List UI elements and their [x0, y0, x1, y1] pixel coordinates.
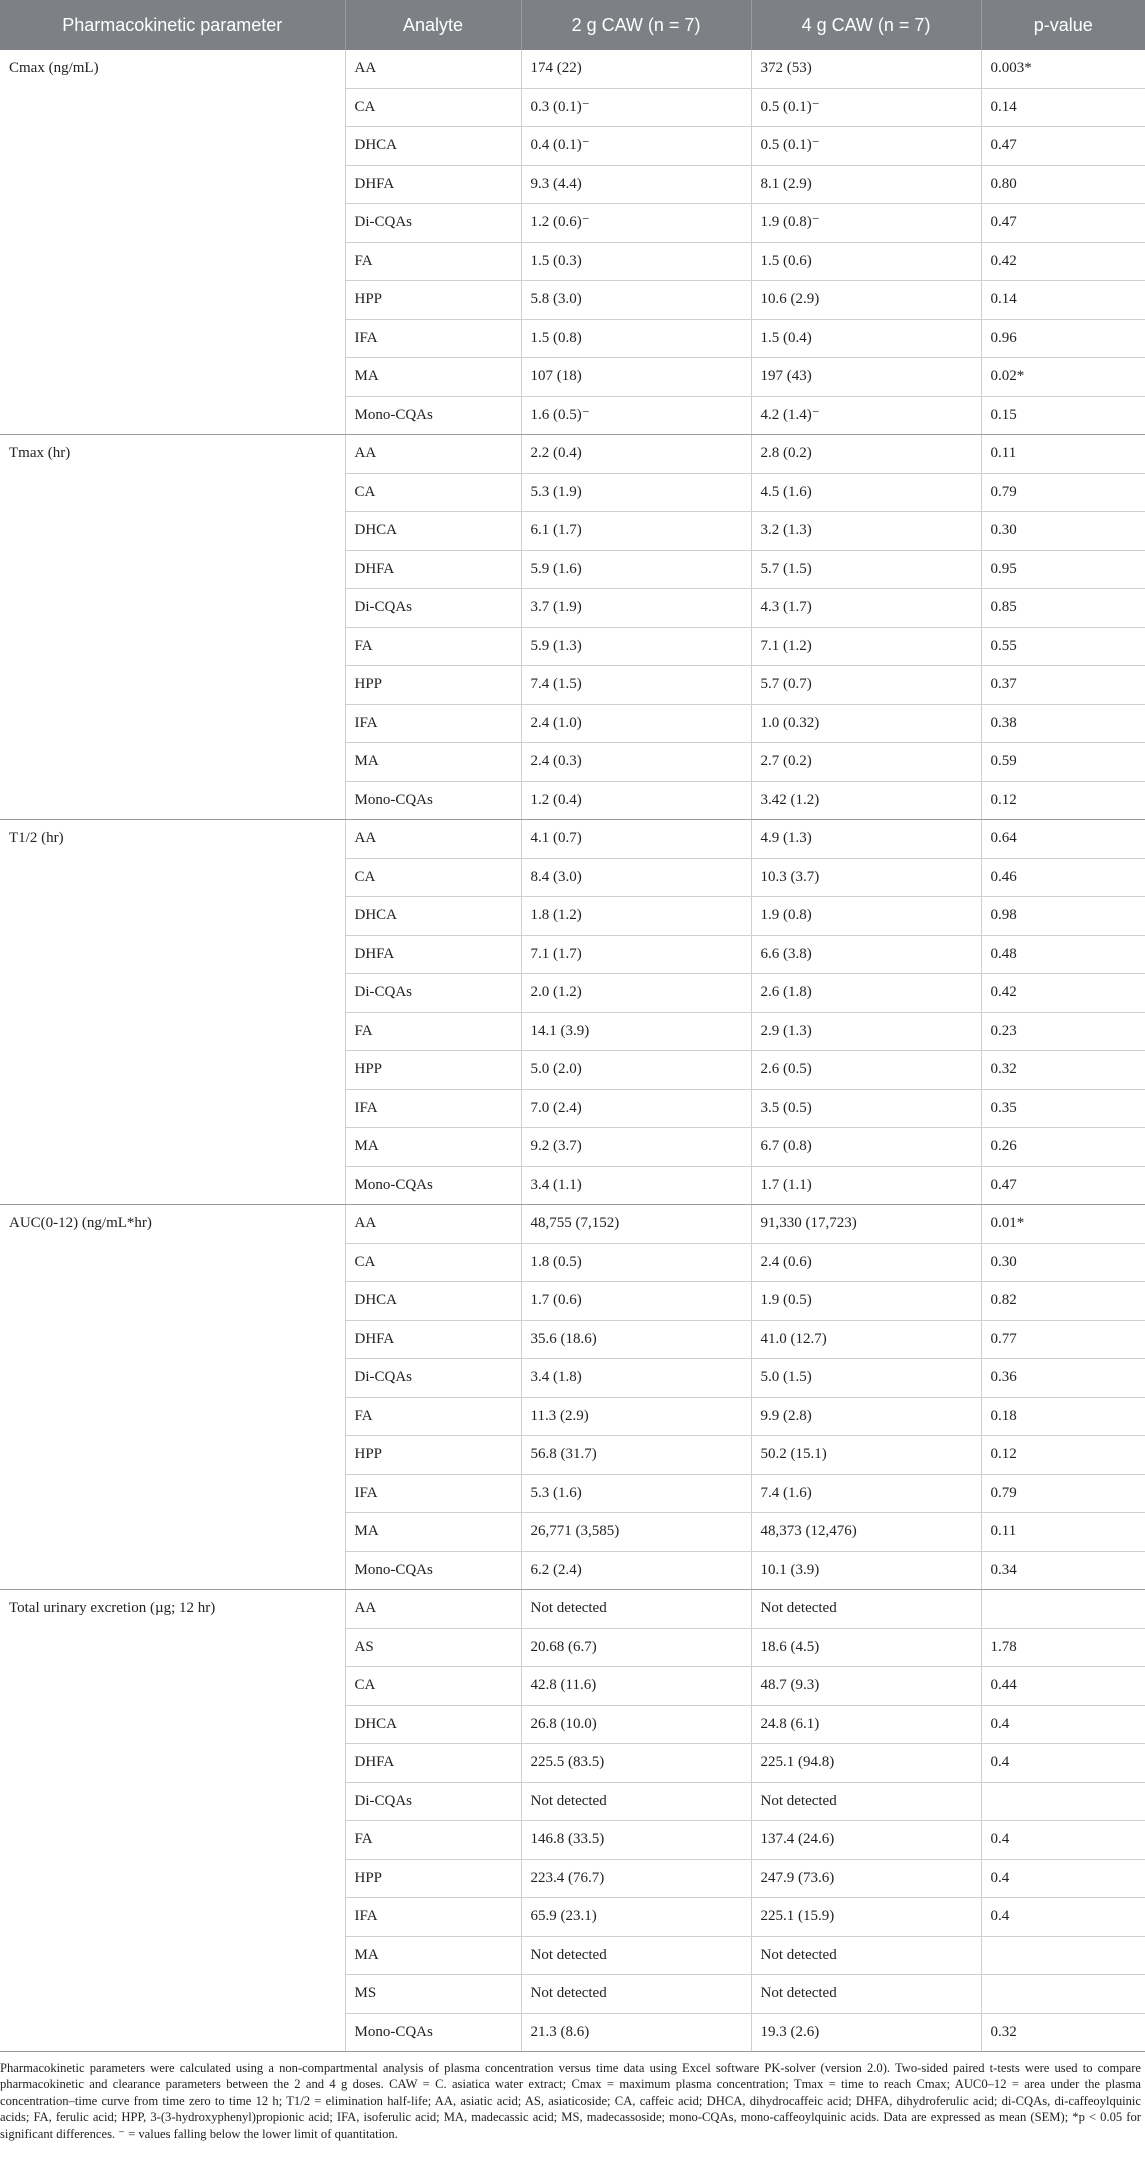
dose-4g-cell: 7.4 (1.6): [751, 1474, 981, 1513]
p-value-cell: [981, 1782, 1145, 1821]
analyte-cell: DHCA: [345, 1705, 521, 1744]
p-value-cell: 0.12: [981, 1436, 1145, 1475]
analyte-cell: IFA: [345, 1089, 521, 1128]
analyte-cell: DHCA: [345, 127, 521, 166]
dose-4g-cell: 4.3 (1.7): [751, 589, 981, 628]
dose-2g-cell: 48,755 (7,152): [521, 1205, 751, 1244]
dose-4g-cell: 48,373 (12,476): [751, 1513, 981, 1552]
analyte-cell: FA: [345, 1397, 521, 1436]
dose-2g-cell: 11.3 (2.9): [521, 1397, 751, 1436]
dose-2g-cell: 3.4 (1.1): [521, 1166, 751, 1205]
dose-4g-cell: 1.0 (0.32): [751, 704, 981, 743]
analyte-cell: IFA: [345, 319, 521, 358]
dose-2g-cell: 6.1 (1.7): [521, 512, 751, 551]
analyte-cell: Mono-CQAs: [345, 781, 521, 820]
p-value-cell: 0.01*: [981, 1205, 1145, 1244]
p-value-cell: 0.35: [981, 1089, 1145, 1128]
dose-4g-cell: 4.5 (1.6): [751, 473, 981, 512]
p-value-cell: 0.30: [981, 512, 1145, 551]
dose-2g-cell: 5.0 (2.0): [521, 1051, 751, 1090]
dose-4g-cell: 3.42 (1.2): [751, 781, 981, 820]
dose-2g-cell: 0.3 (0.1)⁻: [521, 88, 751, 127]
dose-4g-cell: 3.5 (0.5): [751, 1089, 981, 1128]
dose-4g-cell: 372 (53): [751, 50, 981, 88]
p-value-cell: 0.59: [981, 743, 1145, 782]
dose-2g-cell: 5.3 (1.6): [521, 1474, 751, 1513]
analyte-cell: HPP: [345, 666, 521, 705]
dose-2g-cell: Not detected: [521, 1975, 751, 2014]
table-row: [0, 435, 1145, 474]
dose-4g-cell: 225.1 (15.9): [751, 1898, 981, 1937]
p-value-cell: 0.15: [981, 396, 1145, 435]
dose-2g-cell: 1.2 (0.6)⁻: [521, 204, 751, 243]
p-value-cell: 0.37: [981, 666, 1145, 705]
dose-4g-cell: 10.3 (3.7): [751, 858, 981, 897]
analyte-cell: HPP: [345, 281, 521, 320]
pk-parameter-cell: Tmax (hr): [0, 435, 345, 820]
dose-2g-cell: 9.2 (3.7): [521, 1128, 751, 1167]
dose-2g-cell: 107 (18): [521, 358, 751, 397]
p-value-cell: 0.79: [981, 1474, 1145, 1513]
header-analyte: Analyte: [345, 0, 521, 50]
dose-4g-cell: 5.0 (1.5): [751, 1359, 981, 1398]
analyte-cell: FA: [345, 1012, 521, 1051]
p-value-cell: [981, 1975, 1145, 2014]
analyte-cell: DHFA: [345, 1320, 521, 1359]
analyte-cell: MA: [345, 1128, 521, 1167]
dose-4g-cell: 1.5 (0.6): [751, 242, 981, 281]
analyte-cell: CA: [345, 88, 521, 127]
dose-2g-cell: 21.3 (8.6): [521, 2013, 751, 2052]
dose-2g-cell: 2.4 (1.0): [521, 704, 751, 743]
analyte-cell: DHFA: [345, 1744, 521, 1783]
dose-2g-cell: 2.0 (1.2): [521, 974, 751, 1013]
dose-4g-cell: 24.8 (6.1): [751, 1705, 981, 1744]
dose-2g-cell: 225.5 (83.5): [521, 1744, 751, 1783]
table-header-row: [0, 0, 1145, 50]
dose-2g-cell: 1.2 (0.4): [521, 781, 751, 820]
dose-2g-cell: 1.5 (0.3): [521, 242, 751, 281]
analyte-cell: DHCA: [345, 897, 521, 936]
pk-parameter-cell: AUC(0-12) (ng/mL*hr): [0, 1205, 345, 1590]
dose-4g-cell: 2.7 (0.2): [751, 743, 981, 782]
dose-2g-cell: 8.4 (3.0): [521, 858, 751, 897]
p-value-cell: 0.4: [981, 1859, 1145, 1898]
p-value-cell: [981, 1936, 1145, 1975]
analyte-cell: Di-CQAs: [345, 589, 521, 628]
p-value-cell: 0.42: [981, 974, 1145, 1013]
analyte-cell: AA: [345, 820, 521, 859]
analyte-cell: IFA: [345, 704, 521, 743]
p-value-cell: 0.47: [981, 204, 1145, 243]
table-row: [0, 1205, 1145, 1244]
dose-4g-cell: 247.9 (73.6): [751, 1859, 981, 1898]
p-value-cell: 0.55: [981, 627, 1145, 666]
dose-2g-cell: 1.8 (0.5): [521, 1243, 751, 1282]
analyte-cell: Mono-CQAs: [345, 1166, 521, 1205]
dose-4g-cell: 10.1 (3.9): [751, 1551, 981, 1590]
analyte-cell: CA: [345, 858, 521, 897]
dose-4g-cell: 48.7 (9.3): [751, 1667, 981, 1706]
p-value-cell: [981, 1590, 1145, 1629]
p-value-cell: 0.64: [981, 820, 1145, 859]
analyte-cell: CA: [345, 1243, 521, 1282]
dose-2g-cell: 223.4 (76.7): [521, 1859, 751, 1898]
dose-4g-cell: 2.6 (0.5): [751, 1051, 981, 1090]
p-value-cell: 0.11: [981, 435, 1145, 474]
p-value-cell: 0.42: [981, 242, 1145, 281]
dose-2g-cell: 3.4 (1.8): [521, 1359, 751, 1398]
p-value-cell: 0.82: [981, 1282, 1145, 1321]
header-pk-parameter: Pharmacokinetic parameter: [0, 0, 345, 50]
pk-parameter-cell: Total urinary excretion (µg; 12 hr): [0, 1590, 345, 2052]
dose-4g-cell: 3.2 (1.3): [751, 512, 981, 551]
dose-4g-cell: 4.2 (1.4)⁻: [751, 396, 981, 435]
p-value-cell: 0.4: [981, 1744, 1145, 1783]
p-value-cell: 0.14: [981, 88, 1145, 127]
p-value-cell: 0.4: [981, 1898, 1145, 1937]
dose-4g-cell: 4.9 (1.3): [751, 820, 981, 859]
p-value-cell: 0.79: [981, 473, 1145, 512]
dose-2g-cell: 7.1 (1.7): [521, 935, 751, 974]
dose-2g-cell: 7.4 (1.5): [521, 666, 751, 705]
dose-4g-cell: 1.7 (1.1): [751, 1166, 981, 1205]
dose-4g-cell: 197 (43): [751, 358, 981, 397]
pk-parameter-cell: Cmax (ng/mL): [0, 50, 345, 435]
p-value-cell: 0.26: [981, 1128, 1145, 1167]
dose-4g-cell: 137.4 (24.6): [751, 1821, 981, 1860]
p-value-cell: 0.14: [981, 281, 1145, 320]
analyte-cell: FA: [345, 627, 521, 666]
dose-4g-cell: Not detected: [751, 1936, 981, 1975]
dose-2g-cell: 7.0 (2.4): [521, 1089, 751, 1128]
p-value-cell: 0.36: [981, 1359, 1145, 1398]
dose-2g-cell: 2.2 (0.4): [521, 435, 751, 474]
dose-2g-cell: 35.6 (18.6): [521, 1320, 751, 1359]
dose-4g-cell: 6.6 (3.8): [751, 935, 981, 974]
p-value-cell: 0.46: [981, 858, 1145, 897]
analyte-cell: FA: [345, 242, 521, 281]
dose-2g-cell: 1.7 (0.6): [521, 1282, 751, 1321]
analyte-cell: CA: [345, 473, 521, 512]
analyte-cell: HPP: [345, 1436, 521, 1475]
p-value-cell: 0.32: [981, 2013, 1145, 2052]
dose-2g-cell: 9.3 (4.4): [521, 165, 751, 204]
dose-4g-cell: 2.6 (1.8): [751, 974, 981, 1013]
dose-4g-cell: 7.1 (1.2): [751, 627, 981, 666]
analyte-cell: Di-CQAs: [345, 1782, 521, 1821]
header-4g-caw: 4 g CAW (n = 7): [751, 0, 981, 50]
analyte-cell: DHCA: [345, 1282, 521, 1321]
dose-4g-cell: 0.5 (0.1)⁻: [751, 127, 981, 166]
analyte-cell: Di-CQAs: [345, 974, 521, 1013]
dose-4g-cell: Not detected: [751, 1590, 981, 1629]
dose-2g-cell: 20.68 (6.7): [521, 1628, 751, 1667]
p-value-cell: 0.95: [981, 550, 1145, 589]
dose-2g-cell: 65.9 (23.1): [521, 1898, 751, 1937]
analyte-cell: DHFA: [345, 165, 521, 204]
dose-2g-cell: 26.8 (10.0): [521, 1705, 751, 1744]
dose-4g-cell: 18.6 (4.5): [751, 1628, 981, 1667]
analyte-cell: Di-CQAs: [345, 1359, 521, 1398]
dose-2g-cell: 174 (22): [521, 50, 751, 88]
p-value-cell: 0.4: [981, 1821, 1145, 1860]
dose-4g-cell: 91,330 (17,723): [751, 1205, 981, 1244]
table-footnote: Pharmacokinetic parameters were calculated using a non-compartmental analysis of plasma concentration versus time data using Excel software PK-solver (version 2.0). Two-sided paired t-tests were used to compare pharmacokinetic and clearance parameters between the 2 and 4 g doses. CAW = C. asiatica water extract; Cmax = maximum plasma concentration; Tmax = time to reach Cmax; AUC0–12 = area under the plasma concentration–time curve from time zero to time 12 h; T1/2 = elimination half-life; AA, asiatic acid; AS, asiaticoside; CA, caffeic acid; DHCA, dihydrocaffeic acid; DHFA, dihydroferulic acid; di-CQAs, di-caffeoylquinic acids; FA, ferulic acid; HPP, 3-(3-hydroxyphenyl)propionic acid; IFA, isoferulic acid; MA, madecassic acid; MS, madecassoside; mono-CQAs, mono-caffeoylquinic acids. Data are expressed as mean (SEM); *p < 0.05 for significant differences. ⁻ = values falling below the lower limit of quantitation.: [0, 2061, 1141, 2141]
analyte-cell: CA: [345, 1667, 521, 1706]
dose-4g-cell: 8.1 (2.9): [751, 165, 981, 204]
analyte-cell: DHFA: [345, 550, 521, 589]
dose-2g-cell: 1.6 (0.5)⁻: [521, 396, 751, 435]
analyte-cell: MA: [345, 358, 521, 397]
dose-2g-cell: Not detected: [521, 1590, 751, 1629]
analyte-cell: DHFA: [345, 935, 521, 974]
analyte-cell: Mono-CQAs: [345, 1551, 521, 1590]
dose-4g-cell: 9.9 (2.8): [751, 1397, 981, 1436]
p-value-cell: 0.34: [981, 1551, 1145, 1590]
dose-4g-cell: Not detected: [751, 1782, 981, 1821]
dose-2g-cell: 14.1 (3.9): [521, 1012, 751, 1051]
analyte-cell: IFA: [345, 1898, 521, 1937]
p-value-cell: 0.98: [981, 897, 1145, 936]
dose-4g-cell: 5.7 (0.7): [751, 666, 981, 705]
dose-4g-cell: 41.0 (12.7): [751, 1320, 981, 1359]
dose-4g-cell: 0.5 (0.1)⁻: [751, 88, 981, 127]
dose-2g-cell: 4.1 (0.7): [521, 820, 751, 859]
dose-4g-cell: 10.6 (2.9): [751, 281, 981, 320]
table-body: [0, 50, 1145, 2052]
analyte-cell: AS: [345, 1628, 521, 1667]
dose-4g-cell: 2.8 (0.2): [751, 435, 981, 474]
p-value-cell: 0.44: [981, 1667, 1145, 1706]
p-value-cell: 0.85: [981, 589, 1145, 628]
header-2g-caw: 2 g CAW (n = 7): [521, 0, 751, 50]
analyte-cell: Di-CQAs: [345, 204, 521, 243]
p-value-cell: 0.47: [981, 1166, 1145, 1205]
p-value-cell: 0.11: [981, 1513, 1145, 1552]
analyte-cell: MS: [345, 1975, 521, 2014]
analyte-cell: Mono-CQAs: [345, 396, 521, 435]
analyte-cell: IFA: [345, 1474, 521, 1513]
table-row: [0, 50, 1145, 88]
p-value-cell: 0.003*: [981, 50, 1145, 88]
analyte-cell: AA: [345, 1590, 521, 1629]
dose-2g-cell: 1.5 (0.8): [521, 319, 751, 358]
dose-4g-cell: 1.5 (0.4): [751, 319, 981, 358]
dose-2g-cell: 1.8 (1.2): [521, 897, 751, 936]
dose-2g-cell: 5.9 (1.3): [521, 627, 751, 666]
dose-4g-cell: 50.2 (15.1): [751, 1436, 981, 1475]
dose-2g-cell: 5.8 (3.0): [521, 281, 751, 320]
table-row: [0, 1590, 1145, 1629]
dose-4g-cell: Not detected: [751, 1975, 981, 2014]
dose-4g-cell: 1.9 (0.5): [751, 1282, 981, 1321]
analyte-cell: AA: [345, 435, 521, 474]
dose-4g-cell: 1.9 (0.8): [751, 897, 981, 936]
dose-2g-cell: Not detected: [521, 1782, 751, 1821]
header-p-value: p-value: [981, 0, 1145, 50]
p-value-cell: 0.12: [981, 781, 1145, 820]
pk-parameter-cell: T1/2 (hr): [0, 820, 345, 1205]
analyte-cell: MA: [345, 1936, 521, 1975]
p-value-cell: 0.96: [981, 319, 1145, 358]
p-value-cell: 0.4: [981, 1705, 1145, 1744]
p-value-cell: 1.78: [981, 1628, 1145, 1667]
dose-2g-cell: 56.8 (31.7): [521, 1436, 751, 1475]
p-value-cell: 0.02*: [981, 358, 1145, 397]
table-row: [0, 820, 1145, 859]
p-value-cell: 0.30: [981, 1243, 1145, 1282]
dose-2g-cell: 5.9 (1.6): [521, 550, 751, 589]
dose-2g-cell: 3.7 (1.9): [521, 589, 751, 628]
dose-2g-cell: 2.4 (0.3): [521, 743, 751, 782]
dose-2g-cell: 6.2 (2.4): [521, 1551, 751, 1590]
p-value-cell: 0.47: [981, 127, 1145, 166]
dose-2g-cell: 0.4 (0.1)⁻: [521, 127, 751, 166]
dose-4g-cell: 1.9 (0.8)⁻: [751, 204, 981, 243]
analyte-cell: MA: [345, 743, 521, 782]
p-value-cell: 0.38: [981, 704, 1145, 743]
p-value-cell: 0.48: [981, 935, 1145, 974]
dose-4g-cell: 225.1 (94.8): [751, 1744, 981, 1783]
dose-2g-cell: Not detected: [521, 1936, 751, 1975]
dose-4g-cell: 2.9 (1.3): [751, 1012, 981, 1051]
dose-2g-cell: 42.8 (11.6): [521, 1667, 751, 1706]
analyte-cell: MA: [345, 1513, 521, 1552]
dose-2g-cell: 146.8 (33.5): [521, 1821, 751, 1860]
dose-4g-cell: 2.4 (0.6): [751, 1243, 981, 1282]
analyte-cell: FA: [345, 1821, 521, 1860]
analyte-cell: HPP: [345, 1051, 521, 1090]
analyte-cell: DHCA: [345, 512, 521, 551]
dose-4g-cell: 19.3 (2.6): [751, 2013, 981, 2052]
p-value-cell: 0.77: [981, 1320, 1145, 1359]
p-value-cell: 0.32: [981, 1051, 1145, 1090]
analyte-cell: Mono-CQAs: [345, 2013, 521, 2052]
p-value-cell: 0.23: [981, 1012, 1145, 1051]
p-value-cell: 0.80: [981, 165, 1145, 204]
dose-4g-cell: 6.7 (0.8): [751, 1128, 981, 1167]
analyte-cell: AA: [345, 1205, 521, 1244]
analyte-cell: HPP: [345, 1859, 521, 1898]
dose-4g-cell: 5.7 (1.5): [751, 550, 981, 589]
p-value-cell: 0.18: [981, 1397, 1145, 1436]
dose-2g-cell: 26,771 (3,585): [521, 1513, 751, 1552]
dose-2g-cell: 5.3 (1.9): [521, 473, 751, 512]
analyte-cell: AA: [345, 50, 521, 88]
